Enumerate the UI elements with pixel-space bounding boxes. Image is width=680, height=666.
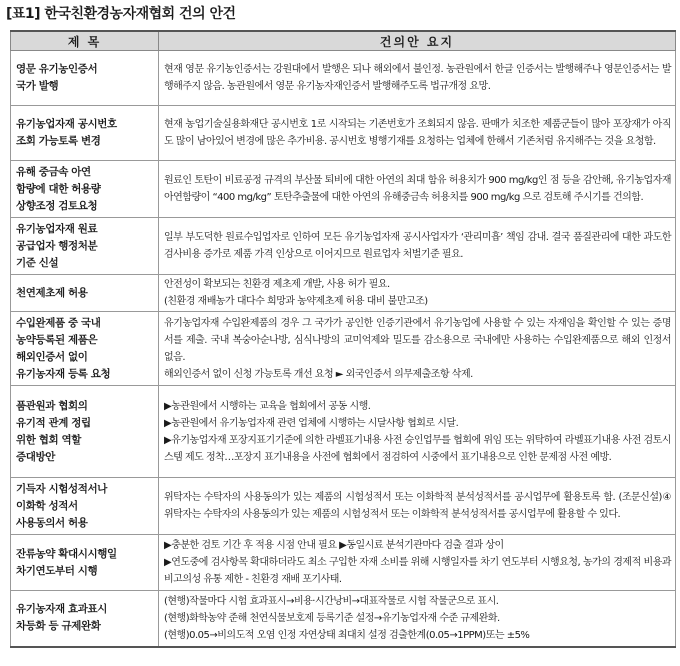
row-summary [159,386,676,478]
topic-line: 유기농업자재 공시번호 [16,118,117,130]
row-summary [159,106,676,161]
row-summary [159,218,676,275]
topic-line: 농약등록된 제품은 [16,333,98,346]
topic-line: 해외인증서 없이 [16,350,88,363]
summary-paragraph: (현행)화학농약 준해 천연식물보호제 등록기준 설정→유기농업자재 수준 규제완화. [164,612,500,624]
table-row [11,312,676,386]
summary-paragraph: ▶유기농업자재 포장지표기기준에 의한 라벨표기내용 사전 승인업무를 협회에 위임 또는 위탁하여 라벨표기내용 사전 검토시스템 제도 정착…포장지 표기내용을 사전에 협회에서 점검하여 시중에서 표기내용으로 인한 문제점 사전 예방. [164,434,671,463]
topic-line: 조회 가능토록 변경 [16,135,101,147]
topic-line: 국가 발행 [16,80,59,92]
row-topic [11,106,159,161]
row-topic [11,51,159,106]
row-summary [159,312,676,386]
summary-paragraph: ▶농관원에서 시행하는 교육을 협회에서 공동 시행. [164,400,371,412]
topic-line: 유기농자재 등록 요청 [16,367,111,380]
row-topic [11,312,159,386]
topic-line: 유기농업자재 원료 [16,222,98,235]
topic-line: 기득자 시험성적서나 [16,482,107,495]
table-row [11,478,676,535]
table-row [11,535,676,591]
row-topic [11,535,159,591]
row-summary [159,478,676,535]
summary-paragraph: 유기농업자재 수입완제품의 경우 그 국가가 공인한 인증기관에서 유기농업에 사용할 수 있는 자재임을 확인할 수 있는 증명서를 제출. 국내 복숭아순나방, 심식나방의 교미억제와 밀도를 감소용으로 국내에만 사용하는 수입완제품으로 해외 인정서 없음. [164,317,671,363]
topic-line: 사용동의서 허용 [16,516,88,529]
summary-paragraph: ▶농관원에서 유기농업자재 관련 업체에 시행하는 시달사항 협회로 시달. [164,417,459,429]
topic-line: 차기연도부터 시행 [16,564,98,577]
table-row [11,386,676,478]
topic-line: 증대방안 [16,450,55,463]
topic-line: 잔류농약 확대시시행일 [16,547,117,560]
row-summary [159,591,676,647]
row-topic [11,275,159,312]
row-summary [159,535,676,591]
row-summary [159,161,676,218]
topic-line: 차등화 등 규제완화 [16,620,101,633]
topic-line: 수입완제품 중 국내 [16,316,101,329]
summary-paragraph: (현행)작물마다 시험 효과표시→비용·시간낭비→대표작물로 시험 작물군으로 표시. [164,595,499,607]
column-header-subject: 제 목 [11,31,159,51]
summary-paragraph: ▶연도중에 검사항목 확대하더라도 최소 구입한 자재 소비를 위해 시행일자를 차기 연도부터 시행요청, 농가의 경제적 비용과 비고의성 유통 제한 - 친환경 재배 포기사태. [164,557,671,585]
table-row [11,161,676,218]
topic-line: 기준 신설 [16,256,59,269]
table-row [11,218,676,275]
topic-line: 이화학 성적서 [16,499,78,512]
topic-line: 함량에 대한 허용량 [16,182,101,195]
topic-line: 천연제초제 허용 [16,286,88,299]
row-topic [11,386,159,478]
summary-paragraph: 위탁자는 수탁자의 사용동의가 있는 제품의 시험성적서 또는 이화학적 분석성적서를 공시업무에 활용토록 함. (조문신설)④위탁자는 수탁자의 사용동의가 있는 제품의 시험성적서 또는 이화학적 분석성적서를 공시업무에 활용할 수 있다. [164,492,671,520]
summary-paragraph: 해외인증서 없이 신청 가능토록 개선 요청 ► 외국인증서 의무제출조항 삭제. [164,368,473,380]
document-title: [표1] 한국친환경농자재협회 건의 안건 [6,6,236,22]
row-topic [11,591,159,647]
proposals-table [10,30,676,648]
summary-paragraph: (친환경 재배농가 대다수 희망과 농약제초제 허용 대비 불만고조) [164,296,428,307]
summary-paragraph: ▶충분한 검토 기간 후 적용 시점 안내 필요 ▶동일시료 분석기관마다 검출 결과 상이 [164,540,504,551]
summary-paragraph: (현행)0.05→비의도적 오염 인정 자연상태 최대치 설정 검출한계(0.05→1PPM)또는 ±5% [164,629,530,641]
topic-line: 유기농자재 효과표시 [16,603,107,616]
summary-paragraph: 일부 부도덕한 원료수입업자로 인하여 모든 유기농업자재 공시사업자가 ‘관리미흡’ 책임 감내. 결국 품질관리에 대한 과도한 검사비용 증가로 제품 가격 인상으로 이어지므로 원료업자 처벌기준 필요. [164,232,671,260]
summary-paragraph: 현재 농업기술실용화재단 공시번호 1로 시작되는 기존번호가 조회되지 않음. 판매가 치조한 제품군들이 많아 포장재가 아직도 많이 남아있어 변경에 많은 추가비용. 공시번호 병행기재를 요청하는 업체에 한해서 기존처럼 유지해주는 것을 요청함. [164,119,671,147]
row-summary [159,275,676,312]
row-summary [159,51,676,106]
table-row [11,106,676,161]
table-row [11,275,676,312]
topic-line: 상향조정 검토요청 [16,199,98,212]
topic-line: 유해 중금속 아연 [16,165,91,178]
table-row [11,591,676,647]
column-header-summary: 건의안 요지 [159,31,676,51]
topic-line: 위한 협회 역할 [16,433,81,446]
row-topic [11,478,159,535]
topic-line: 품관원과 협회의 [16,399,88,412]
topic-line: 영문 유기농인증서 [16,63,98,75]
topic-line: 유기적 관계 정립 [16,416,91,429]
topic-line: 공급업자 행정처분 [16,239,98,252]
summary-paragraph: 안전성이 확보되는 친환경 제초제 개발, 사용 허가 필요. [164,279,390,290]
summary-paragraph: 현재 영문 유기농인증서는 강원대에서 발행은 되나 해외에서 불인정. 농관원에서 한글 인증서는 발행해주나 영문인증서는 발행해주지 않음. 농관원에서 영문 유기농자재인증서 발행해주도록 법규개정 요망. [164,64,671,92]
row-topic [11,161,159,218]
table-row [11,51,676,106]
summary-paragraph: 원료인 토탄이 비료공정 규격의 부산물 퇴비에 대한 아연의 최대 함유 허용치가 900 mg/kg인 점 등을 감안해, 유기농업자재 아연함량이 “400 mg/kg” 토탄추출물에 대한 아연의 유해중금속 허용치를 900 mg/kg 으로 검토해 주시기를 건의함. [164,175,671,203]
table-header-row [11,31,676,51]
row-topic [11,218,159,275]
